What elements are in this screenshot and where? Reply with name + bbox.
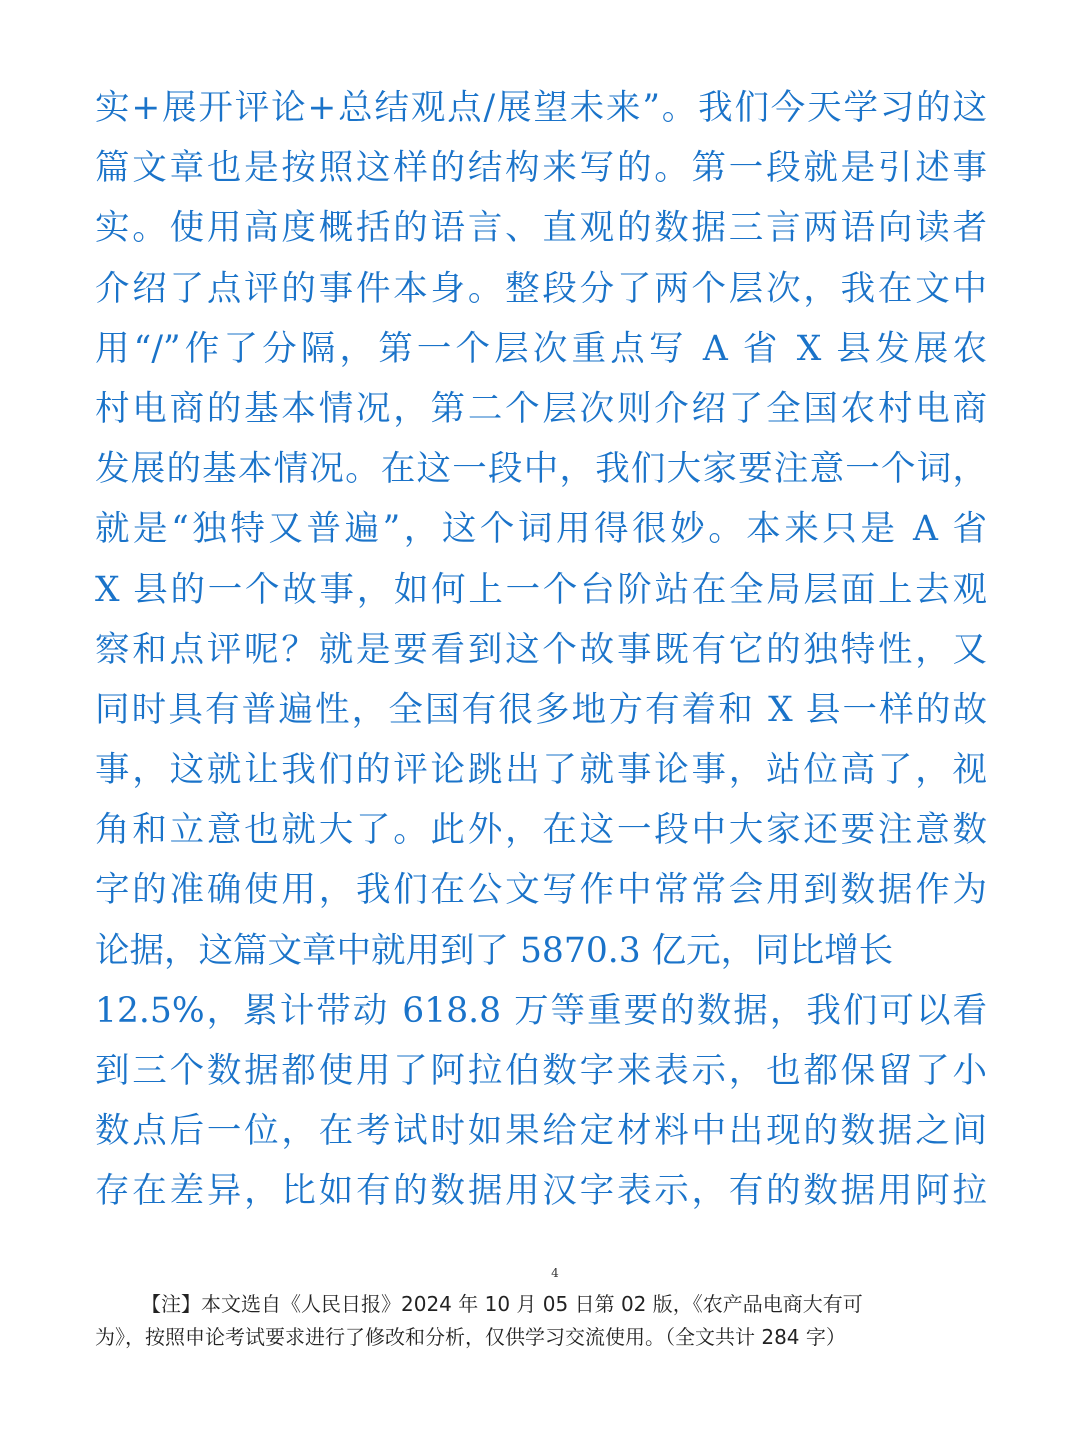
body-line: 论据，这篇文章中就用到了 5870.3 亿元，同比增长 xyxy=(95,930,894,971)
body-paragraph xyxy=(95,78,987,1222)
footnote xyxy=(95,1288,987,1354)
body-line: 实+展开评论+总结观点/展望未来”。我们今天学习的这 xyxy=(95,88,987,128)
body-line: 字的准确使用，我们在公文写作中常常会用到数据作为 xyxy=(95,870,987,911)
body-line: 存在差异，比如有的数据用汉字表示，有的数据用阿拉 xyxy=(95,1171,987,1212)
body-line: 察和点评呢？就是要看到这个故事既有它的独特性，又 xyxy=(95,629,987,670)
body-line: 实。使用高度概括的语言、直观的数据三言两语向读者 xyxy=(95,208,987,249)
body-line: 12.5%，累计带动 618.8 万等重要的数据，我们可以看 xyxy=(95,990,987,1031)
body-line: 篇文章也是按照这样的结构来写的。第一段就是引述事 xyxy=(95,148,987,189)
body-line: X 县的一个故事，如何上一个台阶站在全局层面上去观 xyxy=(95,569,987,610)
body-line: 数点后一位，在考试时如果给定材料中出现的数据之间 xyxy=(95,1111,987,1152)
body-line: 用“/”作了分隔，第一个层次重点写 A 省 X 县发展农 xyxy=(95,328,987,369)
body-line: 同时具有普遍性，全国有很多地方有着和 X 县一样的故 xyxy=(95,689,987,730)
footnote-line: 为》，按照申论考试要求进行了修改和分析，仅供学习交流使用。（全文共计 284 字） xyxy=(95,1325,846,1349)
page-number: 4 xyxy=(551,1266,559,1280)
footnote-line: 【注】本文选自《人民日报》2024 年 10 月 05 日第 02 版，《农产品电商大有可 xyxy=(141,1292,863,1316)
body-line: 就是“独特又普遍”，这个词用得很妙。本来只是 A 省 xyxy=(95,509,987,550)
body-line: 角和立意也就大了。此外，在这一段中大家还要注意数 xyxy=(95,810,987,851)
body-line: 到三个数据都使用了阿拉伯数字来表示，也都保留了小 xyxy=(95,1051,987,1091)
body-line: 事，这就让我们的评论跳出了就事论事，站位高了，视 xyxy=(95,750,987,791)
body-line: 发展的基本情况。在这一段中，我们大家要注意一个词， xyxy=(95,449,987,490)
body-line: 村电商的基本情况，第二个层次则介绍了全国农村电商 xyxy=(95,388,987,429)
body-line: 介绍了点评的事件本身。整段分了两个层次，我在文中 xyxy=(95,268,987,309)
